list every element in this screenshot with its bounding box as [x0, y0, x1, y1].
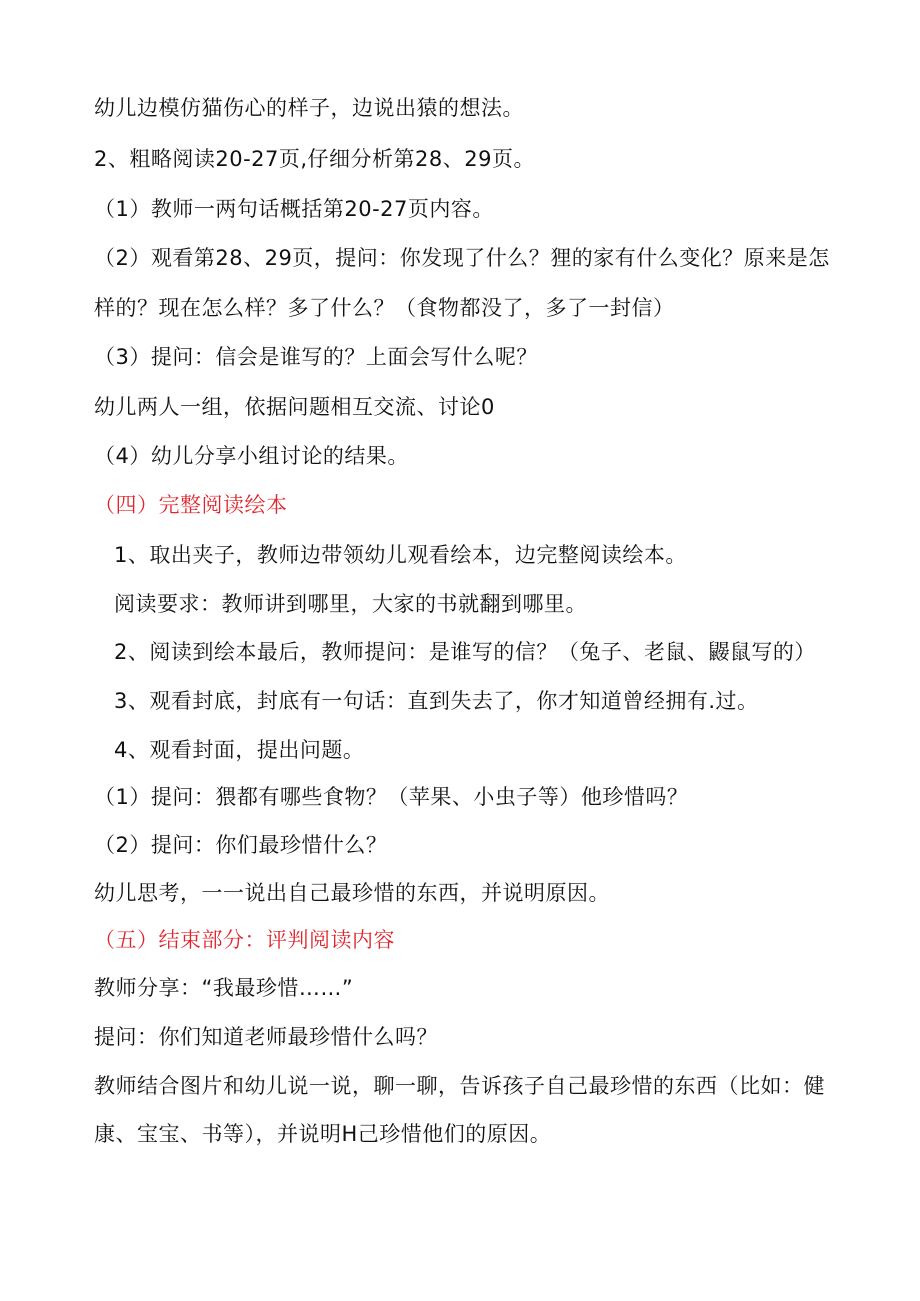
paragraph-line: 1、取出夹子，教师边带领幼儿观看绘本，边完整阅读绘本。 [114, 543, 687, 567]
paragraph-line: 幼儿思考，一一说出自己最珍惜的东西，并说明原因。 [94, 881, 610, 905]
paragraph-line: 幼儿两人一组，依据问题相互交流、讨论0 [94, 395, 495, 419]
paragraph-line: 提问：你们知道老师最珍惜什么吗？ [94, 1025, 438, 1049]
paragraph-line: 2、粗略阅读20-27页,仔细分析第28、29页。 [94, 147, 535, 171]
section-heading: （四）完整阅读绘本 [94, 493, 288, 517]
paragraph-line: 2、阅读到绘本最后，教师提问：是谁写的信？（兔子、老鼠、鼹鼠写的） [114, 640, 816, 664]
paragraph-line: 教师结合图片和幼儿说一说，聊一聊，告诉孩子自己最珍惜的东西（比如：健 [94, 1074, 825, 1098]
paragraph-line: 3、观看封底，封底有一句话：直到失去了，你才知道曾经拥有.过。 [114, 689, 759, 713]
paragraph-line: （1）教师一两句话概括第20-27页内容。 [94, 197, 494, 221]
paragraph-line: （2）提问：你们最珍惜什么？ [94, 833, 388, 857]
paragraph-line: 4、观看封面，提出问题。 [114, 738, 365, 762]
paragraph-line: （4）幼儿分享小组讨论的结果。 [94, 444, 409, 468]
paragraph-line: 教师分享：“我最珍惜……” [94, 976, 354, 1000]
paragraph-line: （2）观看第28、29页，提问：你发现了什么？狸的家有什么变化？原来是怎 [94, 246, 830, 270]
paragraph-line: 阅读要求：教师讲到哪里，大家的书就翻到哪里。 [114, 592, 587, 616]
paragraph-line: 康、宝宝、书等），并说明H己珍惜他们的原因。 [94, 1122, 552, 1146]
paragraph-line: （1）提问：猥都有哪些食物？（苹果、小虫子等）他珍惜吗？ [94, 785, 689, 809]
paragraph-line: 幼儿边模仿猫伤心的样子，边说出猿的想法。 [94, 96, 524, 120]
section-heading: （五）结束部分：评判阅读内容 [94, 928, 395, 952]
paragraph-line: （3）提问：信会是谁写的？上面会写什么呢？ [94, 345, 538, 369]
paragraph-line: 样的？现在怎么样？多了什么？（食物都没了，多了一封信） [94, 296, 675, 320]
